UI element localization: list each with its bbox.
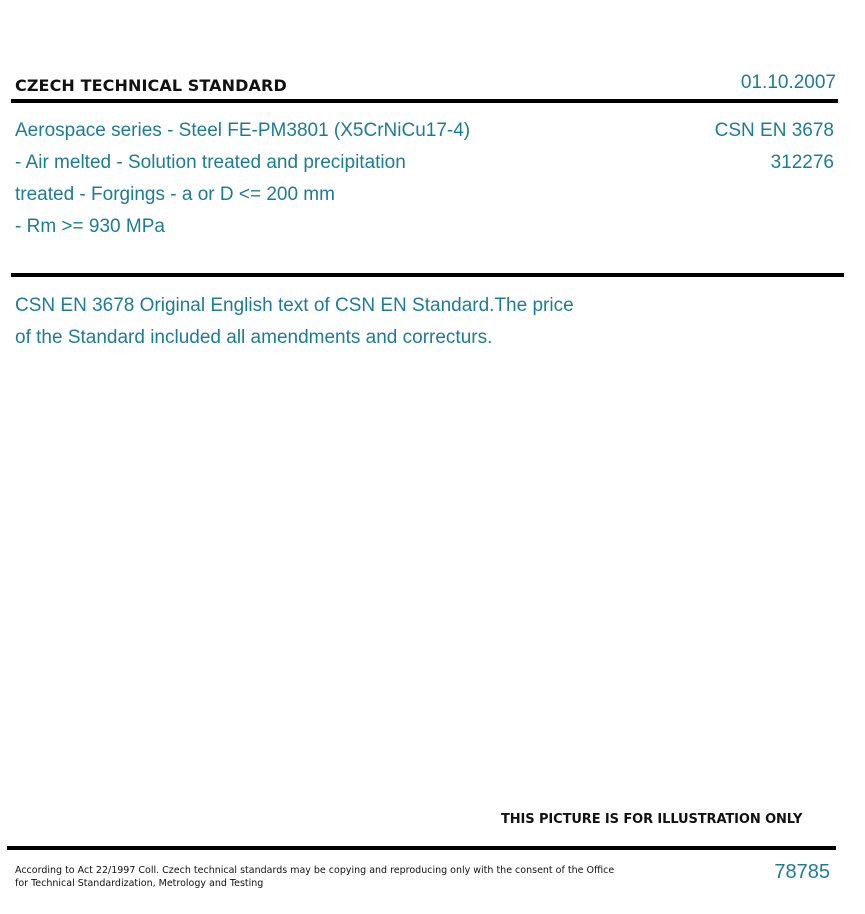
standard-code: CSN EN 3678 bbox=[714, 120, 834, 141]
standard-title-line: - Air melted - Solution treated and precipitation bbox=[15, 152, 406, 173]
document-number: 78785 bbox=[774, 861, 830, 883]
legal-notice-line: for Technical Standardization, Metrology and Testing bbox=[15, 878, 264, 889]
catalog-number: 312276 bbox=[770, 152, 834, 173]
standard-title bbox=[15, 115, 575, 243]
standard-title-line: treated - Forgings - a or D <= 200 mm bbox=[15, 184, 335, 205]
illustration-notice: THIS PICTURE IS FOR ILLUSTRATION ONLY bbox=[501, 812, 803, 827]
document-type-heading: CZECH TECHNICAL STANDARD bbox=[15, 76, 287, 95]
legal-notice-line: According to Act 22/1997 Coll. Czech technical standards may be copying and reproducing only with the consent of the Office bbox=[15, 865, 615, 876]
standard-identifiers bbox=[715, 115, 834, 179]
title-divider bbox=[11, 273, 844, 277]
header-divider bbox=[11, 99, 838, 103]
legal-notice bbox=[15, 864, 615, 890]
standard-title-line: Aerospace series - Steel FE-PM3801 (X5CrNiCu17-4) bbox=[15, 120, 471, 141]
footer-divider bbox=[7, 846, 836, 850]
standard-title-line: - Rm >= 930 MPa bbox=[15, 216, 165, 237]
description-line: of the Standard included all amendments and correcturs. bbox=[15, 327, 493, 348]
standard-description bbox=[15, 290, 715, 354]
issue-date: 01.10.2007 bbox=[740, 72, 836, 93]
description-line: CSN EN 3678 Original English text of CSN EN Standard.The price bbox=[15, 295, 574, 316]
